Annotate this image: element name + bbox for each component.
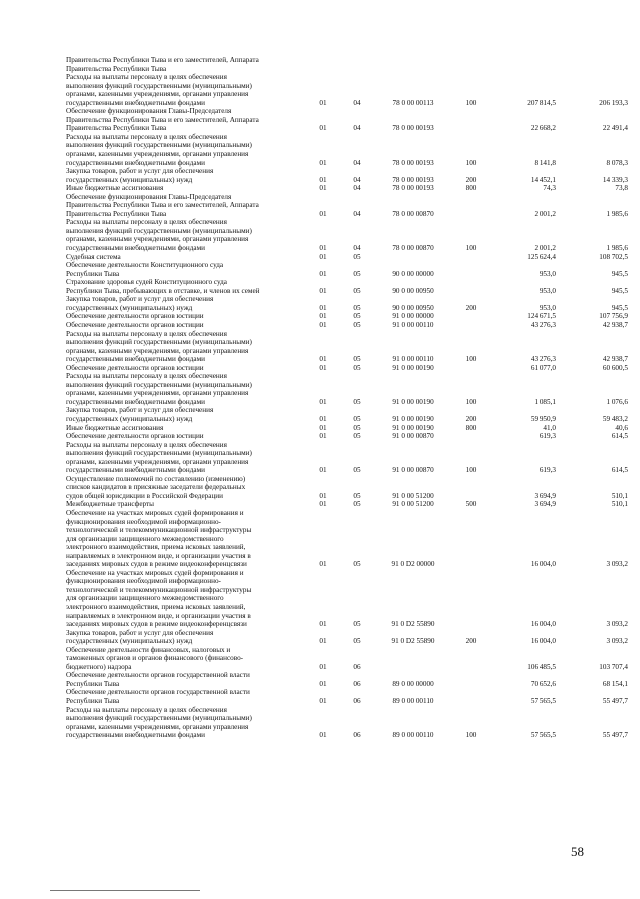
row-subsection: 05 [353,637,361,646]
table-row [0,278,640,295]
row-section: 01 [319,312,327,321]
table-row [0,218,640,252]
row-target-article: 91 0 00 00190 [392,397,434,406]
row-target-article: 91 0 00 00870 [392,466,434,475]
row-target-article: 78 0 00 00870 [392,209,434,218]
table-row [0,261,640,278]
row-section: 01 [319,491,327,500]
row-name: Страхование здоровья судей Конституционного суда Республики Тыва, пребывающих в отставке, и членов их семей [66,278,260,295]
table-row [0,321,640,330]
table-row [0,706,640,740]
row-target-article: 78 0 00 00113 [392,98,434,107]
row-section: 01 [319,303,327,312]
row-subsection: 05 [353,303,361,312]
table-row [0,133,640,167]
row-expense-type: 100 [465,397,477,406]
row-amount-1: 43 276,3 [530,320,556,329]
table-row [0,432,640,441]
row-amount-1: 3 694,9 [534,491,556,500]
row-section: 01 [319,500,327,509]
table-row [0,475,640,501]
row-amount-2: 1 076,6 [606,397,628,406]
row-amount-2: 945,5 [611,286,628,295]
row-amount-1: 57 565,5 [530,697,556,706]
row-name: Расходы на выплаты персоналу в целях обеспечения выполнения функций государственными (муниципальными) органами, казенными учреждениями, органами управления государственными внебюджетными фондами [66,372,252,406]
table-row [0,372,640,406]
row-target-article: 78 0 00 00193 [392,124,434,133]
budget-table [0,56,640,740]
row-name: Обеспечение функционирования Главы-Председателя Правительства Республики Тыва и его заместителей, Аппарата Правительства Республики Тыва [66,192,259,218]
bottom-rule [50,890,200,891]
table-row [0,56,640,107]
row-name: Обеспечение деятельности органов юстиции [66,432,204,441]
row-section: 01 [319,679,327,688]
row-name: Закупка товаров, работ и услуг для обеспечения государственных (муниципальных) нужд [66,628,214,646]
row-amount-1: 8 141,8 [534,158,556,167]
row-target-article: 91 0 00 51200 [392,491,434,500]
table-row [0,646,640,672]
row-section: 01 [319,397,327,406]
table-row [0,167,640,184]
row-name: Обеспечение деятельности органов юстиции [66,312,204,321]
table-row [0,629,640,646]
row-amount-2: 40,6 [615,423,628,432]
row-subsection: 04 [353,158,361,167]
row-amount-1: 16 004,0 [530,637,556,646]
row-expense-type: 200 [465,303,477,312]
row-amount-1: 106 485,5 [527,662,556,671]
row-expense-type: 100 [465,244,477,253]
row-amount-1: 207 814,5 [527,98,556,107]
row-name: Судебная система [66,252,121,261]
row-target-article: 78 0 00 00193 [392,158,434,167]
row-name: Межбюджетные трансферты [66,500,154,509]
row-amount-1: 70 652,6 [530,679,556,688]
table-row [0,107,640,133]
row-amount-2: 510,1 [611,500,628,509]
page-number: 58 [571,844,584,859]
row-amount-1: 619,3 [539,432,556,441]
row-subsection: 04 [353,209,361,218]
row-subsection: 04 [353,98,361,107]
row-subsection: 06 [353,662,361,671]
row-amount-2: 59 483,2 [602,414,628,423]
row-amount-1: 57 565,5 [530,731,556,740]
table-row [0,688,640,705]
row-expense-type: 100 [465,731,477,740]
row-target-article: 91 0 00 00000 [392,312,434,321]
row-section: 01 [319,286,327,295]
row-subsection: 06 [353,679,361,688]
row-subsection: 05 [353,286,361,295]
row-target-article: 91 0 00 00110 [392,320,434,329]
row-amount-2: 1 985,6 [606,209,628,218]
row-subsection: 05 [353,423,361,432]
row-section: 01 [319,124,327,133]
row-name: Иные бюджетные ассигнования [66,423,164,432]
row-expense-type: 200 [465,637,477,646]
row-amount-1: 22 668,2 [530,124,556,133]
row-target-article: 91 0 00 00190 [392,423,434,432]
row-target-article: 91 0 00 00190 [392,414,434,423]
row-name: Правительства Республики Тыва и его заместителей, Аппарата Правительства Республики Тыва Расходы на выплаты персоналу в целях обеспечения выполнения функций государственными (муниципальными) органами, казенными учреждениями, органами управления государственными внебюджетными фондами [66,56,259,107]
row-name: Обеспечение деятельности органов государственной власти Республики Тыва [66,688,250,706]
row-subsection: 04 [353,124,361,133]
table-row [0,509,640,569]
row-name: Закупка товаров, работ и услуг для обеспечения государственных (муниципальных) нужд [66,295,214,312]
row-subsection: 06 [353,697,361,706]
row-name: Обеспечение на участках мировых судей формирования и функционирования необходимой информационно- технологической и телекоммуникационной инфраструктуры для организации защищенного межведомственного электронного взаимодействия, приема исковых заявлений, направляемых в электронном виде, и организации участия в заседаниях мировых судов в режиме видеоконференцсвязи [66,568,252,629]
table-row [0,312,640,321]
row-amount-1: 16 004,0 [530,560,556,569]
row-amount-2: 22 491,4 [602,124,628,133]
row-section: 01 [319,432,327,441]
row-amount-2: 60 600,5 [602,363,628,372]
row-section: 01 [319,184,327,193]
row-amount-2: 8 078,3 [606,158,628,167]
row-target-article: 89 0 00 00110 [392,731,434,740]
row-subsection: 06 [353,731,361,740]
row-name: Обеспечение деятельности органов юстиции [66,363,204,372]
row-amount-2: 42 938,7 [602,355,628,364]
row-amount-1: 2 001,2 [534,209,556,218]
row-amount-1: 16 004,0 [530,620,556,629]
row-subsection: 05 [353,620,361,629]
row-amount-2: 55 497,7 [602,731,628,740]
row-section: 01 [319,244,327,253]
row-target-article: 91 0 D2 55890 [391,637,435,646]
row-target-article: 91 0 00 51200 [392,500,434,509]
row-amount-2: 55 497,7 [602,697,628,706]
row-target-article: 78 0 00 00193 [392,175,434,184]
row-section: 01 [319,662,327,671]
row-name: Расходы на выплаты персоналу в целях обеспечения выполнения функций государственными (муниципальными) органами, казенными учреждениями, органами управления государственными внебюджетными фондами [66,440,252,475]
row-amount-2: 3 093,2 [606,620,628,629]
row-section: 01 [319,98,327,107]
row-subsection: 05 [353,355,361,364]
row-section: 01 [319,363,327,372]
row-name: Осуществление полномочий по составлению (изменению) списков кандидатов в присяжные заседатели федеральных судов общей юрисдикции в Российской Федерации [66,474,246,500]
row-section: 01 [319,209,327,218]
row-target-article: 91 0 00 00190 [392,363,434,372]
row-subsection: 05 [353,320,361,329]
row-section: 01 [319,158,327,167]
row-amount-1: 125 624,4 [527,252,556,261]
row-name: Расходы на выплаты персоналу в целях обеспечения выполнения функций государственными (муниципальными) органами, казенными учреждениями, органами управления государственными внебюджетными фондами [66,218,252,253]
row-amount-1: 953,0 [539,286,556,295]
table-row [0,295,640,312]
row-subsection: 05 [353,363,361,372]
row-section: 01 [319,414,327,423]
row-amount-2: 107 756,9 [599,312,628,321]
row-expense-type: 200 [465,414,477,423]
row-amount-1: 619,3 [539,466,556,475]
row-amount-2: 1 985,6 [606,244,628,253]
row-subsection: 05 [353,269,361,278]
row-name: Закупка товаров, работ и услуг для обеспечения государственных (муниципальных) нужд [66,167,214,184]
row-amount-2: 614,5 [611,466,628,475]
row-name: Обеспечение деятельности финансовых, налоговых и таможенных органов и органов финансового (финансово- бюджетного) надзора [66,645,244,671]
row-expense-type: 100 [465,355,477,364]
row-target-article: 89 0 00 00110 [392,697,434,706]
row-subsection: 05 [353,500,361,509]
row-name: Закупка товаров, работ и услуг для обеспечения государственных (муниципальных) нужд [66,406,214,423]
row-section: 01 [319,252,327,261]
row-amount-1: 59 950,9 [530,414,556,423]
row-expense-type: 100 [465,466,477,475]
row-subsection: 05 [353,491,361,500]
row-section: 01 [319,423,327,432]
row-subsection: 04 [353,175,361,184]
row-amount-2: 73,8 [615,184,628,193]
row-section: 01 [319,620,327,629]
row-amount-2: 3 093,2 [606,560,628,569]
row-name: Обеспечение функционирования Главы-Председателя Правительства Республики Тыва и его заместителей, Аппарата Правительства Республики Тыва [66,107,259,133]
row-subsection: 05 [353,560,361,569]
row-name: Расходы на выплаты персоналу в целях обеспечения выполнения функций государственными (муниципальными) органами, казенными учреждениями, органами управления государственными внебюджетными фондами [66,132,252,167]
row-expense-type: 200 [465,175,477,184]
row-name: Расходы на выплаты персоналу в целях обеспечения выполнения функций государственными (муниципальными) органами, казенными учреждениями, органами управления государственными внебюджетными фондами [66,329,252,364]
row-expense-type: 100 [465,98,477,107]
row-target-article: 91 0 00 00110 [392,355,434,364]
row-amount-1: 124 671,5 [527,312,556,321]
row-section: 01 [319,731,327,740]
row-amount-1: 14 452,1 [530,175,556,184]
row-section: 01 [319,697,327,706]
row-amount-1: 1 085,1 [534,397,556,406]
row-amount-2: 103 707,4 [599,662,628,671]
row-subsection: 05 [353,252,361,261]
row-amount-2: 3 093,2 [606,637,628,646]
row-target-article: 89 0 00 00000 [392,679,434,688]
table-row [0,193,640,219]
table-row [0,500,640,509]
row-amount-2: 206 193,3 [599,98,628,107]
row-amount-1: 61 077,0 [530,363,556,372]
row-section: 01 [319,355,327,364]
table-row [0,424,640,433]
table-row [0,330,640,364]
row-section: 01 [319,466,327,475]
row-target-article: 91 0 D2 00000 [391,560,435,569]
row-name: Обеспечение деятельности Конституционного суда Республики Тыва [66,261,224,278]
row-amount-2: 14 339,3 [602,175,628,184]
row-subsection: 05 [353,312,361,321]
row-target-article: 78 0 00 00193 [392,184,434,193]
row-name: Расходы на выплаты персоналу в целях обеспечения выполнения функций государственными (муниципальными) органами, казенными учреждениями, органами управления государственными внебюджетными фондами [66,705,252,740]
row-target-article: 91 0 00 00870 [392,432,434,441]
row-amount-2: 510,1 [611,491,628,500]
row-amount-2: 108 702,5 [599,252,628,261]
table-row [0,184,640,193]
row-amount-1: 3 694,9 [534,500,556,509]
row-subsection: 05 [353,466,361,475]
table-row [0,406,640,423]
row-name: Обеспечение деятельности органов государственной власти Республики Тыва [66,671,250,688]
row-expense-type: 800 [465,184,477,193]
row-amount-1: 41,0 [543,423,556,432]
row-section: 01 [319,320,327,329]
row-amount-2: 42 938,7 [602,320,628,329]
row-amount-2: 68 154,1 [602,679,628,688]
row-expense-type: 100 [465,158,477,167]
row-section: 01 [319,175,327,184]
row-name: Иные бюджетные ассигнования [66,184,164,193]
row-amount-1: 953,0 [539,269,556,278]
row-amount-1: 953,0 [539,303,556,312]
row-subsection: 04 [353,184,361,193]
row-amount-1: 74,3 [543,184,556,193]
row-subsection: 05 [353,432,361,441]
row-target-article: 91 0 D2 55890 [391,620,435,629]
row-expense-type: 500 [465,500,477,509]
row-target-article: 90 0 00 00000 [392,269,434,278]
table-row [0,364,640,373]
row-section: 01 [319,269,327,278]
table-row [0,569,640,629]
row-target-article: 90 0 00 00950 [392,303,434,312]
row-expense-type: 800 [465,423,477,432]
row-amount-2: 945,5 [611,303,628,312]
row-subsection: 04 [353,244,361,253]
row-target-article: 78 0 00 00870 [392,244,434,253]
row-subsection: 05 [353,414,361,423]
row-name: Обеспечение деятельности органов юстиции [66,320,204,329]
row-amount-2: 614,5 [611,432,628,441]
table-row [0,671,640,688]
table-row [0,441,640,475]
row-section: 01 [319,560,327,569]
row-subsection: 05 [353,397,361,406]
row-amount-1: 43 276,3 [530,355,556,364]
table-row [0,253,640,262]
row-section: 01 [319,637,327,646]
row-amount-2: 945,5 [611,269,628,278]
row-amount-1: 2 001,2 [534,244,556,253]
row-name: Обеспечение на участках мировых судей формирования и функционирования необходимой информационно- технологической и телекоммуникационной инфраструктуры для организации защищенного межведомственного электронного взаимодействия, приема исковых заявлений, направляемых в электронном виде, и организации участия в заседаниях мировых судов в режиме видеоконференцсвязи [66,508,252,569]
row-target-article: 90 0 00 00950 [392,286,434,295]
